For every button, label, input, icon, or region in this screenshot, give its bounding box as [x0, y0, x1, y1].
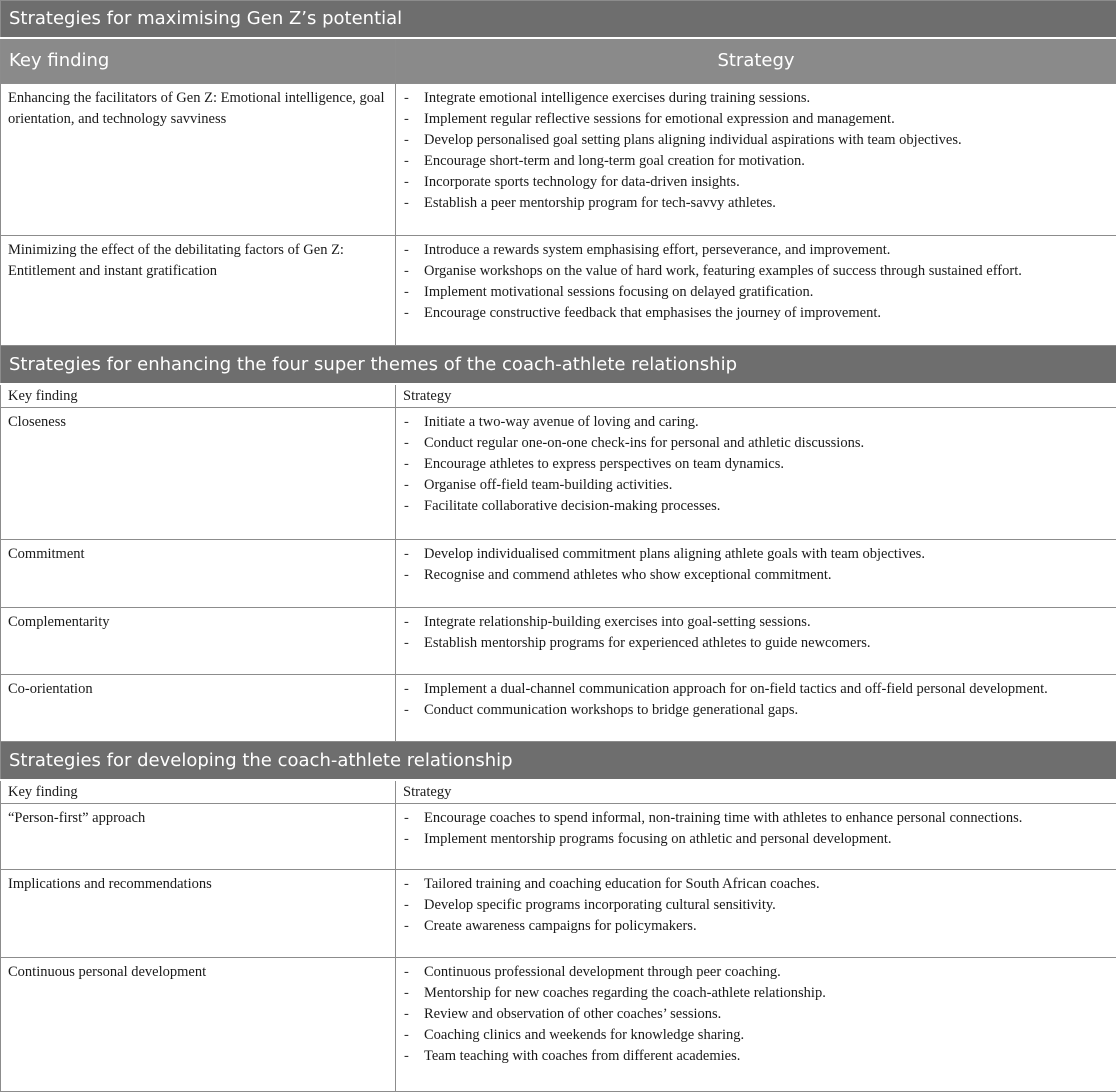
strategy-text: Continuous professional development through peer coaching. — [424, 964, 781, 980]
strategy-item — [402, 412, 1110, 433]
section-title-text: Strategies for maximising Gen Z’s potential — [9, 1, 402, 37]
strategy-list — [402, 874, 1110, 937]
strategy-item — [402, 1046, 1110, 1067]
strategy-list — [402, 412, 1110, 517]
bullet-dash: - — [404, 303, 409, 324]
strategy-text: Coaching clinics and weekends for knowledge sharing. — [424, 1027, 744, 1043]
bullet-dash: - — [404, 240, 409, 261]
strategy-text: Develop personalised goal setting plans aligning individual aspirations with team objectives. — [424, 132, 962, 148]
strategy-cell — [396, 236, 1116, 346]
strategy-header: Strategy — [396, 38, 1116, 84]
strategy-header: Strategy — [396, 780, 1116, 804]
strategy-text: Implement regular reflective sessions for emotional expression and management. — [424, 111, 895, 127]
strategy-text: Facilitate collaborative decision-making processes. — [424, 498, 720, 514]
bullet-dash: - — [404, 1004, 409, 1025]
column-header-row — [1, 780, 1116, 804]
strategy-cell — [396, 84, 1116, 236]
bullet-dash: - — [404, 679, 409, 700]
strategy-text: Introduce a rewards system emphasising effort, perseverance, and improvement. — [424, 242, 890, 258]
strategy-text: Recognise and commend athletes who show exceptional commitment. — [424, 567, 832, 583]
bullet-dash: - — [404, 282, 409, 303]
strategy-item — [402, 261, 1110, 282]
strategy-text: Conduct communication workshops to bridge generational gaps. — [424, 702, 798, 718]
strategy-item — [402, 1004, 1110, 1025]
section-title-row — [1, 1, 1116, 39]
bullet-dash: - — [404, 151, 409, 172]
strategy-text: Review and observation of other coaches’ sessions. — [424, 1006, 721, 1022]
strategy-item — [402, 916, 1110, 937]
strategy-item — [402, 544, 1110, 565]
table-row — [1, 958, 1116, 1092]
strategy-item — [402, 193, 1110, 214]
table-row — [1, 804, 1116, 870]
strategy-text: Implement motivational sessions focusing on delayed gratification. — [424, 284, 813, 300]
key-finding-cell: Enhancing the facilitators of Gen Z: Emotional intelligence, goal orientation, and technology savviness — [1, 84, 396, 236]
bullet-dash: - — [404, 1025, 409, 1046]
bullet-dash: - — [404, 475, 409, 496]
key-finding-header: Key finding — [1, 38, 396, 84]
key-finding-cell: Closeness — [1, 408, 396, 540]
bullet-dash: - — [404, 261, 409, 282]
bullet-dash: - — [404, 962, 409, 983]
section-title-text: Strategies for developing the coach-athlete relationship — [9, 742, 513, 779]
table-row — [1, 675, 1116, 742]
bullet-dash: - — [404, 633, 409, 654]
strategy-text: Team teaching with coaches from different academies. — [424, 1048, 740, 1064]
key-finding-cell: Commitment — [1, 540, 396, 608]
bullet-dash: - — [404, 88, 409, 109]
bullet-dash: - — [404, 496, 409, 517]
table-row — [1, 236, 1116, 346]
key-finding-cell: Continuous personal development — [1, 958, 396, 1092]
strategy-list — [402, 88, 1110, 214]
strategy-cell — [396, 608, 1116, 675]
strategy-text: Initiate a two-way avenue of loving and caring. — [424, 414, 699, 430]
strategy-text: Encourage coaches to spend informal, non-training time with athletes to enhance personal connections. — [424, 810, 1022, 826]
strategy-item — [402, 303, 1110, 324]
section-title-row — [1, 742, 1116, 781]
strategy-item — [402, 88, 1110, 109]
strategy-list — [402, 544, 1110, 586]
strategy-item — [402, 130, 1110, 151]
section-title-row — [1, 346, 1116, 385]
strategy-item — [402, 874, 1110, 895]
strategy-item — [402, 454, 1110, 475]
table-body — [1, 1, 1116, 1092]
strategy-header: Strategy — [396, 384, 1116, 408]
bullet-dash: - — [404, 412, 409, 433]
strategy-list — [402, 808, 1110, 850]
table-row — [1, 540, 1116, 608]
column-header-row — [1, 384, 1116, 408]
section-title — [1, 742, 1116, 781]
strategy-cell — [396, 958, 1116, 1092]
key-finding-cell: Complementarity — [1, 608, 396, 675]
strategy-list — [402, 612, 1110, 654]
strategy-item — [402, 433, 1110, 454]
strategy-item — [402, 612, 1110, 633]
strategy-item — [402, 475, 1110, 496]
strategy-text: Tailored training and coaching education for South African coaches. — [424, 876, 820, 892]
key-finding-cell: Implications and recommendations — [1, 870, 396, 958]
strategy-text: Implement a dual-channel communication approach for on-field tactics and off-field personal development. — [424, 681, 1048, 697]
strategy-list — [402, 962, 1110, 1067]
bullet-dash: - — [404, 916, 409, 937]
strategy-text: Establish mentorship programs for experienced athletes to guide newcomers. — [424, 635, 871, 651]
strategy-list — [402, 240, 1110, 324]
strategy-item — [402, 109, 1110, 130]
strategy-text: Develop specific programs incorporating cultural sensitivity. — [424, 897, 776, 913]
strategy-text: Encourage short-term and long-term goal creation for motivation. — [424, 153, 805, 169]
bullet-dash: - — [404, 874, 409, 895]
bullet-dash: - — [404, 454, 409, 475]
bullet-dash: - — [404, 895, 409, 916]
strategy-text: Organise workshops on the value of hard work, featuring examples of success through sustained effort. — [424, 263, 1022, 279]
strategy-text: Conduct regular one-on-one check-ins for personal and athletic discussions. — [424, 435, 864, 451]
key-finding-header: Key finding — [1, 384, 396, 408]
strategy-item — [402, 633, 1110, 654]
section-title — [1, 1, 1116, 39]
strategy-text: Implement mentorship programs focusing on athletic and personal development. — [424, 831, 892, 847]
bullet-dash: - — [404, 829, 409, 850]
strategy-item — [402, 700, 1110, 721]
bullet-dash: - — [404, 109, 409, 130]
strategy-text: Integrate emotional intelligence exercises during training sessions. — [424, 90, 810, 106]
bullet-dash: - — [404, 1046, 409, 1067]
strategy-text: Encourage athletes to express perspectives on team dynamics. — [424, 456, 784, 472]
bullet-dash: - — [404, 130, 409, 151]
strategy-item — [402, 808, 1110, 829]
bullet-dash: - — [404, 565, 409, 586]
strategy-cell — [396, 804, 1116, 870]
strategy-text: Mentorship for new coaches regarding the coach-athlete relationship. — [424, 985, 826, 1001]
bullet-dash: - — [404, 700, 409, 721]
bullet-dash: - — [404, 172, 409, 193]
strategy-item — [402, 895, 1110, 916]
strategy-cell — [396, 675, 1116, 742]
strategy-item — [402, 962, 1110, 983]
key-finding-header: Key finding — [1, 780, 396, 804]
table-row — [1, 608, 1116, 675]
table-row — [1, 870, 1116, 958]
bullet-dash: - — [404, 433, 409, 454]
strategy-item — [402, 240, 1110, 261]
strategy-cell — [396, 540, 1116, 608]
section-title-text: Strategies for enhancing the four super themes of the coach-athlete relationship — [9, 346, 737, 383]
bullet-dash: - — [404, 544, 409, 565]
strategy-text: Encourage constructive feedback that emphasises the journey of improvement. — [424, 305, 881, 321]
strategy-item — [402, 172, 1110, 193]
bullet-dash: - — [404, 612, 409, 633]
bullet-dash: - — [404, 193, 409, 214]
key-finding-cell: Minimizing the effect of the debilitating factors of Gen Z: Entitlement and instant gratification — [1, 236, 396, 346]
strategy-item — [402, 151, 1110, 172]
table-row — [1, 84, 1116, 236]
column-header-row — [1, 38, 1116, 84]
strategy-item — [402, 1025, 1110, 1046]
strategy-text: Organise off-field team-building activities. — [424, 477, 672, 493]
bullet-dash: - — [404, 808, 409, 829]
strategy-text: Create awareness campaigns for policymakers. — [424, 918, 697, 934]
key-finding-cell: “Person-first” approach — [1, 804, 396, 870]
strategy-item — [402, 565, 1110, 586]
strategy-text: Establish a peer mentorship program for tech-savvy athletes. — [424, 195, 776, 211]
table-row — [1, 408, 1116, 540]
strategy-list — [402, 679, 1110, 721]
section-title — [1, 346, 1116, 385]
strategy-item — [402, 679, 1110, 700]
key-finding-cell: Co-orientation — [1, 675, 396, 742]
strategy-item — [402, 282, 1110, 303]
strategy-cell — [396, 408, 1116, 540]
strategy-text: Integrate relationship-building exercises into goal-setting sessions. — [424, 614, 811, 630]
strategy-text: Incorporate sports technology for data-driven insights. — [424, 174, 740, 190]
strategy-item — [402, 829, 1110, 850]
strategy-item — [402, 983, 1110, 1004]
bullet-dash: - — [404, 983, 409, 1004]
strategy-item — [402, 496, 1110, 517]
strategy-text: Develop individualised commitment plans aligning athlete goals with team objectives. — [424, 546, 925, 562]
strategy-cell — [396, 870, 1116, 958]
